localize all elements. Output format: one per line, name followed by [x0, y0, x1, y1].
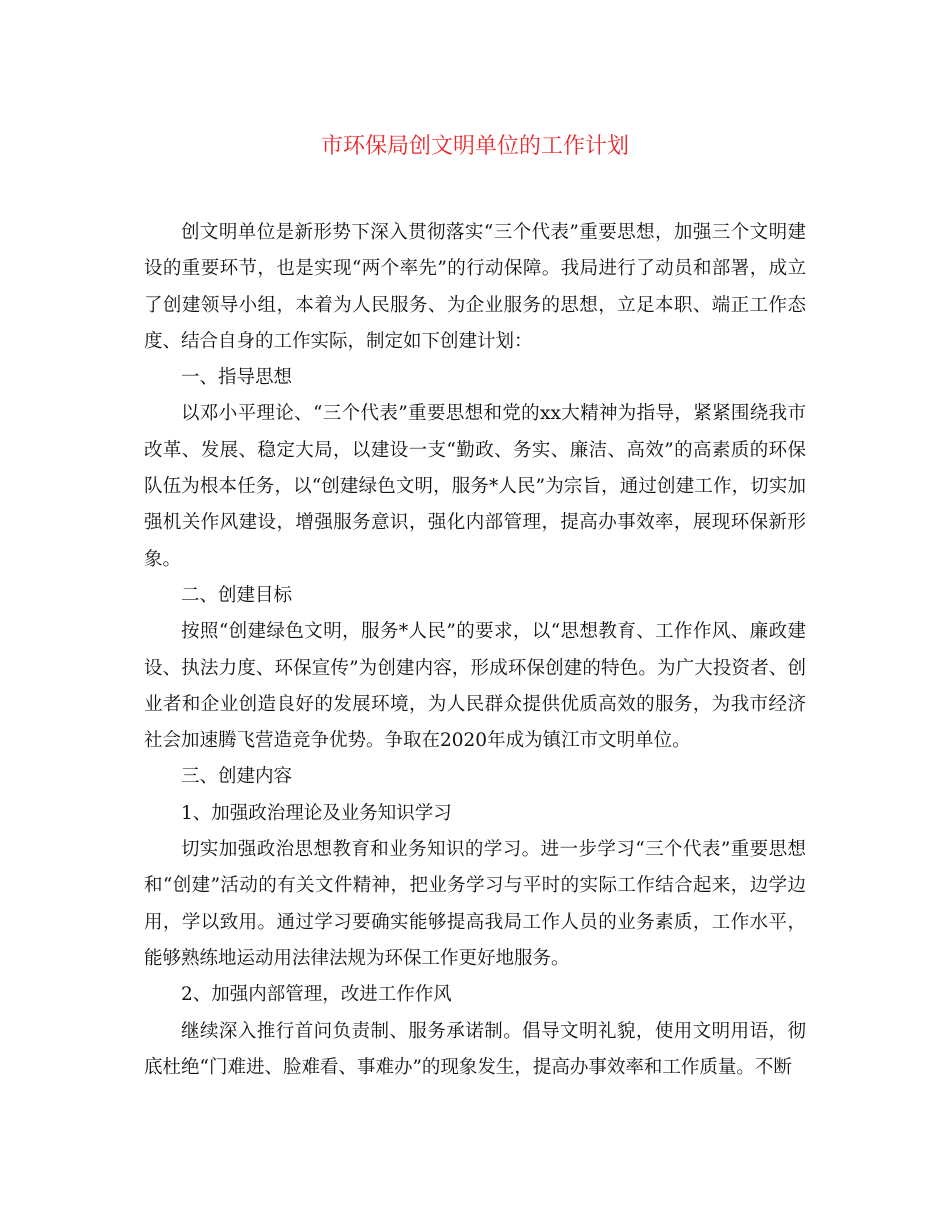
paragraph-intro: 创文明单位是新形势下深入贯彻落实“三个代表”重要思想，加强三个文明建设的重要环节，也是实现“两个率先”的行动保障。我局进行了动员和部署，成立了创建领导小组，本着为人民服务、为企业服务的思想，立足本职、端正工作态度、结合自身的工作实际，制定如下创建计划： [144, 222, 806, 352]
section-heading-guiding-ideology: 一、指导思想 [181, 367, 293, 389]
paragraph-management: 继续深入推行首问负责制、服务承诺制。倡导文明礼貌，使用文明用语，彻底杜绝“门难进、脸难看、事难办”的现象发生，提高办事效率和工作质量。不断 [144, 1020, 806, 1078]
paragraph-study: 切实加强政治思想教育和业务知识的学习。进一步学习“三个代表”重要思想和“创建”活动的有关文件精神，把业务学习与平时的实际工作结合起来，边学边用，学以致用。通过学习要确实能够提高我局工作人员的业务素质，工作水平，能够熟练地运动用法律法规为环保工作更好地服务。 [144, 839, 806, 969]
subheading-management: 2、加强内部管理，改进工作作风 [181, 984, 452, 1006]
paragraph-goals: 按照“创建绿色文明，服务*人民”的要求，以“思想教育、工作作风、廉政建设、执法力度、环保宣传”为创建内容，形成环保创建的特色。为广大投资者、创业者和企业创造良好的发展环境，为人民群众提供优质高效的服务，为我市经济社会加速腾飞营造竞争优势。争取在2020年成为镇江市文明单位。 [144, 621, 806, 752]
section-heading-content: 三、创建内容 [181, 766, 293, 788]
paragraph-guiding-ideology: 以邓小平理论、“三个代表”重要思想和党的xx大精神为指导，紧紧围绕我市改革、发展、稳定大局，以建设一支“勤政、务实、廉洁、高效”的高素质的环保队伍为根本任务，以“创建绿色文明，服务*人民”为宗旨，通过创建工作，切实加强机关作风建设，增强服务意识，强化内部管理，提高办事效率，展现环保新形象。 [144, 403, 806, 570]
subheading-study: 1、加强政治理论及业务知识学习 [181, 802, 452, 824]
section-heading-goals: 二、创建目标 [181, 584, 293, 606]
document-title: 市环保局创文明单位的工作计划 [320, 134, 629, 159]
document-body [144, 215, 806, 1086]
